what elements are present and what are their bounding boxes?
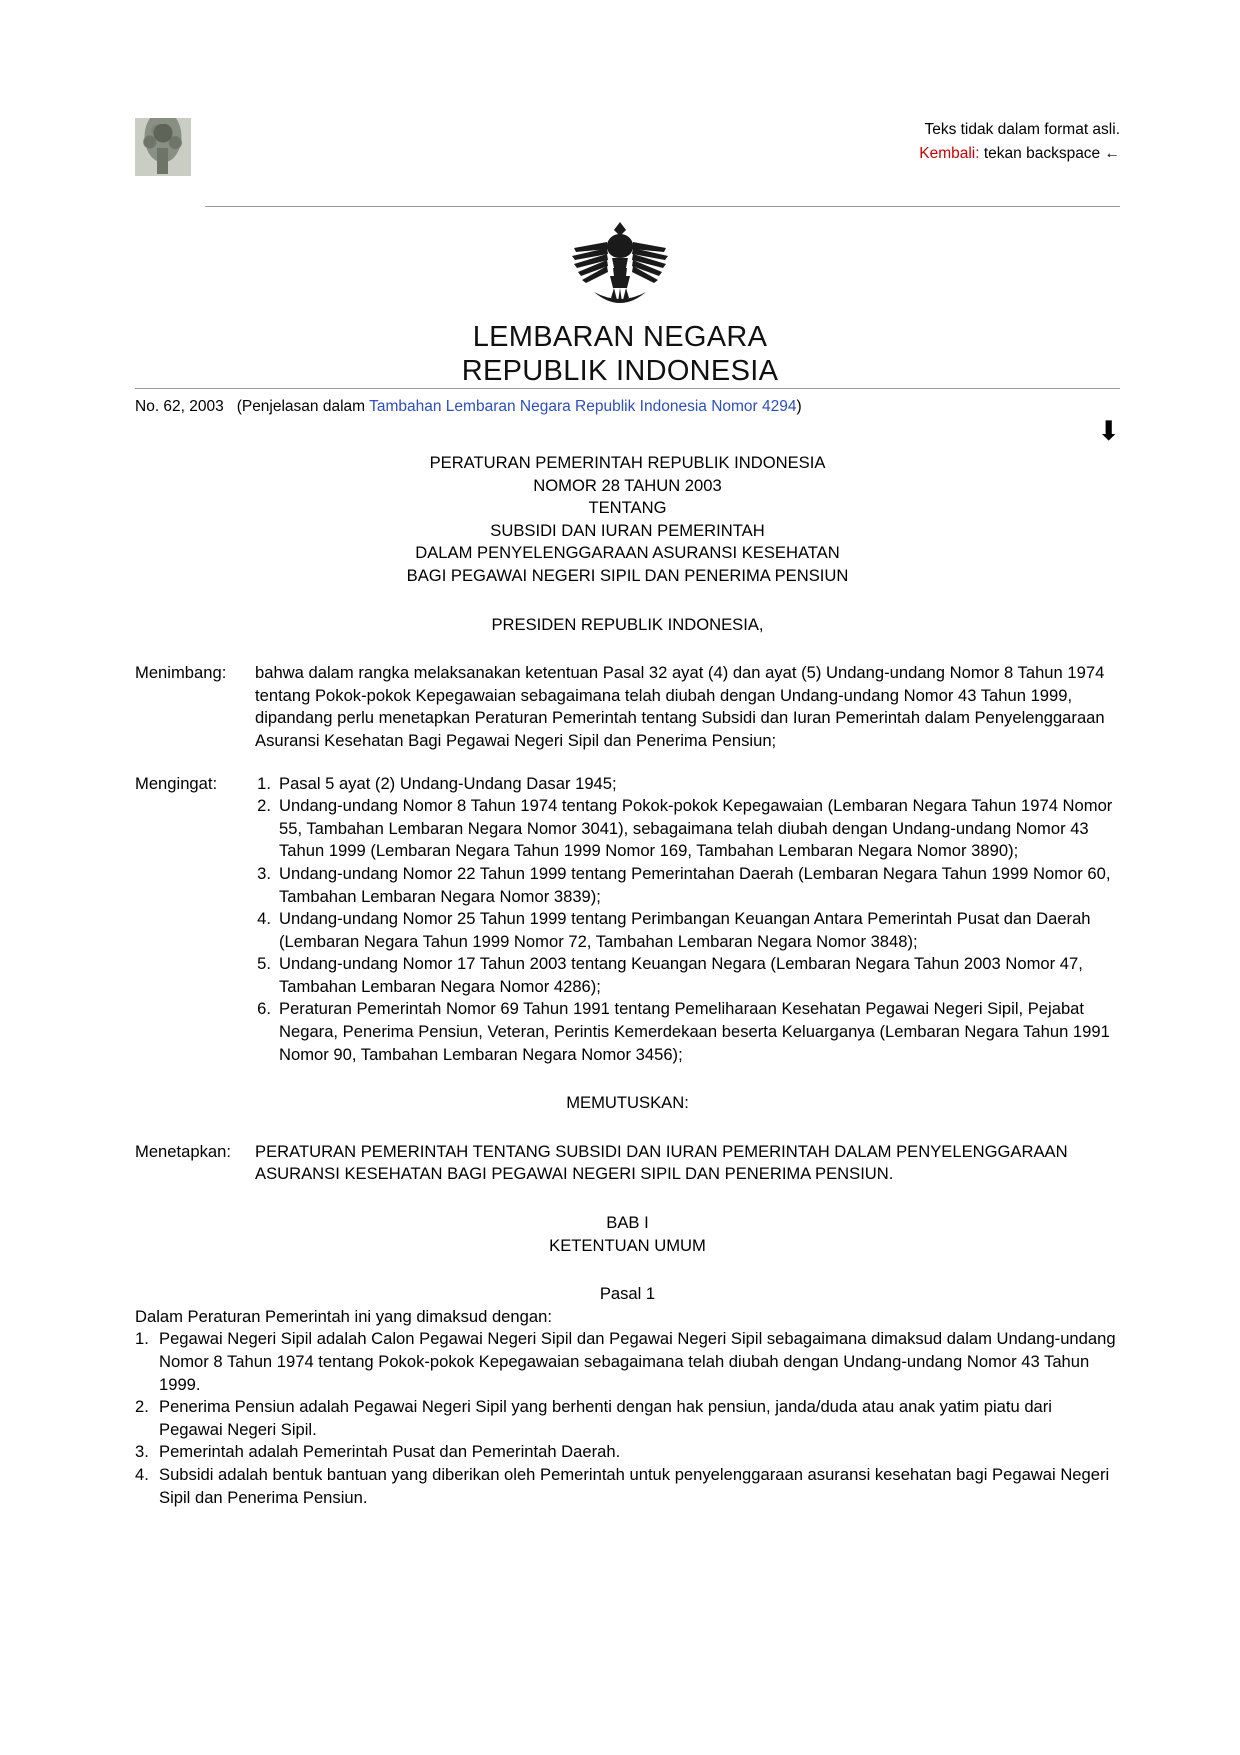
top-bar <box>135 118 1120 190</box>
explanation-link[interactable]: Tambahan Lembaran Negara Republik Indonesia Nomor 4294 <box>369 398 797 415</box>
list-item-text: Penerima Pensiun adalah Pegawai Negeri Sipil yang berhenti dengan hak pensiun, janda/duda atau anak yatim piatu dari Pegawai Negeri Sipil. <box>159 1397 1052 1439</box>
list-item-number: 4. <box>135 1464 149 1484</box>
explanation-prefix: (Penjelasan dalam <box>236 398 370 415</box>
explanation-suffix: ) <box>796 398 802 415</box>
viewer-note-line2 <box>919 142 1120 166</box>
list-item <box>247 795 1120 863</box>
top-divider <box>205 206 1120 207</box>
scroll-down-icon[interactable]: ⬇ <box>1097 416 1120 446</box>
list-item <box>135 1441 1120 1464</box>
list-item-number: 1. <box>135 1329 149 1349</box>
bab-line-2: KETENTUAN UMUM <box>549 1235 706 1255</box>
bab-line-1: BAB I <box>606 1213 649 1233</box>
list-item-number: 2. <box>257 796 271 816</box>
regulation-title <box>135 452 1120 588</box>
list-item <box>247 908 1120 953</box>
garuda-pancasila-icon <box>566 218 674 314</box>
masthead-divider <box>135 388 1120 389</box>
list-item-number: 3. <box>257 863 271 883</box>
list-item <box>247 953 1120 998</box>
regulation-title-line-1: NOMOR 28 TAHUN 2003 <box>533 475 722 495</box>
list-item-number: 2. <box>135 1397 149 1417</box>
list-item-text: Peraturan Pemerintah Nomor 69 Tahun 1991 tentang Pemeliharaan Kesehatan Pegawai Negeri Sipil, Pejabat Negara, Penerima Pensiun, Veteran, Perintis Kemerdekaan beserta Keluarganya (Lembaran Negara Tahun 1991 Nomor 90, Tambahan Lembaran Negara Nomor 3456); <box>279 999 1110 1064</box>
gazette-meta <box>135 396 802 418</box>
menimbang-label: Menimbang: <box>135 663 227 683</box>
list-item-number: 6. <box>257 999 271 1019</box>
list-item <box>247 773 1120 796</box>
list-item-text: Pasal 5 ayat (2) Undang-Undang Dasar 1945; <box>279 773 617 793</box>
mengingat-list <box>247 773 1120 1067</box>
president-line: PRESIDEN REPUBLIK INDONESIA, <box>491 614 764 634</box>
kembali-hint: tekan backspace ← <box>979 145 1120 162</box>
list-item-text: Pemerintah adalah Pemerintah Pusat dan Pemerintah Daerah. <box>159 1442 621 1462</box>
masthead-title <box>0 320 1240 388</box>
viewer-note <box>919 118 1120 166</box>
regulation-title-line-0: PERATURAN PEMERINTAH REPUBLIK INDONESIA <box>429 453 826 472</box>
list-item-number: 1. <box>257 773 271 793</box>
list-item-number: 3. <box>135 1442 149 1462</box>
memutuskan-heading: MEMUTUSKAN: <box>566 1093 689 1113</box>
gazette-number: No. 62, 2003 <box>135 398 224 415</box>
masthead-line-1: LEMBARAN NEGARA <box>472 321 768 353</box>
regulation-title-line-3: SUBSIDI DAN IURAN PEMERINTAH <box>490 520 765 540</box>
site-logo <box>135 118 197 180</box>
list-item-text: Undang-undang Nomor 8 Tahun 1974 tentang Pokok-pokok Kepegawaian (Lembaran Negara Tahun 1974 Nomor 55, Tambahan Lembaran Negara Nomor 3041), sebagaimana telah diubah dengan Undang-undang Nomor 43 Tahun 1999 (Lembaran Negara Tahun 1999 Nomor 169, Tambahan Lembaran Negara Nomor 3890); <box>279 796 1113 861</box>
list-item-text: Pegawai Negeri Sipil adalah Calon Pegawai Negeri Sipil dan Pegawai Negeri Sipil sebagaimana dimaksud dalam Undang-undang Nomor 8 Tahun 1974 tentang Pokok-pokok Kepegawaian sebagaimana telah diubah dengan Undang-undang Nomor 43 Tahun 1999. <box>159 1329 1116 1394</box>
mengingat-label: Mengingat: <box>135 773 218 793</box>
list-item <box>135 1396 1120 1441</box>
list-item <box>247 863 1120 908</box>
list-item <box>135 1328 1120 1396</box>
bab-heading <box>135 1212 1120 1257</box>
menimbang-text: bahwa dalam rangka melaksanakan ketentuan Pasal 32 ayat (4) dan ayat (5) Undang-undang Nomor 8 Tahun 1974 tentang Pokok-pokok Kepegawaian sebagaimana telah diubah dengan Undang-undang Nomor 43 Tahun 1999, dipandang perlu menetapkan Peraturan Pemerintah tentang Subsidi dan Iuran Pemerintah dalam Penyelenggaraan Asuransi Kesehatan Bagi Pegawai Negeri Sipil dan Penerima Pensiun; <box>255 663 1105 750</box>
list-item-text: Subsidi adalah bentuk bantuan yang diberikan oleh Pemerintah untuk penyelenggaraan asuransi kesehatan bagi Pegawai Negeri Sipil dan Penerima Pensiun. <box>159 1464 1110 1507</box>
list-item-text: Undang-undang Nomor 17 Tahun 2003 tentang Keuangan Negara (Lembaran Negara Tahun 2003 Nomor 47, Tambahan Lembaran Negara Nomor 4286); <box>279 954 1083 996</box>
list-item-number: 5. <box>257 954 271 974</box>
menetapkan-section <box>135 1141 1120 1186</box>
kembali-link[interactable]: Kembali: <box>919 145 980 162</box>
pasal-heading: Pasal 1 <box>599 1284 656 1304</box>
viewer-note-line1: Teks tidak dalam format asli. <box>924 121 1120 138</box>
menimbang-section <box>135 662 1120 752</box>
menetapkan-text: PERATURAN PEMERINTAH TENTANG SUBSIDI DAN IURAN PEMERINTAH DALAM PENYELENGGARAAN ASURANSI KESEHATAN BAGI PEGAWAI NEGERI SIPIL DAN PENERIMA PENSIUN. <box>255 1141 1068 1184</box>
document-body <box>135 452 1120 1509</box>
masthead-line-2: REPUBLIK INDONESIA <box>461 355 779 387</box>
pasal-definition-list <box>135 1328 1120 1509</box>
list-item <box>247 998 1120 1066</box>
regulation-title-line-5: BAGI PEGAWAI NEGERI SIPIL DAN PENERIMA PENSIUN <box>406 565 849 585</box>
regulation-title-line-4: DALAM PENYELENGGARAAN ASURANSI KESEHATAN <box>415 543 840 563</box>
regulation-title-line-2: TENTANG <box>588 498 667 518</box>
pasal-intro: Dalam Peraturan Pemerintah ini yang dimaksud dengan: <box>135 1306 552 1326</box>
list-item-text: Undang-undang Nomor 22 Tahun 1999 tentang Pemerintahan Daerah (Lembaran Negara Tahun 1999 Nomor 60, Tambahan Lembaran Negara Nomor 3839); <box>279 863 1111 906</box>
list-item-number: 4. <box>257 909 271 929</box>
list-item-text: Undang-undang Nomor 25 Tahun 1999 tentang Perimbangan Keuangan Antara Pemerintah Pusat dan Daerah (Lembaran Negara Tahun 1999 Nomor 72, Tambahan Lembaran Negara Nomor 3848); <box>279 909 1091 951</box>
masthead <box>0 218 1240 388</box>
menetapkan-label: Menetapkan: <box>135 1141 231 1161</box>
mengingat-section <box>135 773 1120 1067</box>
tree-logo-icon <box>135 118 191 176</box>
list-item <box>135 1464 1120 1509</box>
mengingat-list-wrap <box>247 773 1120 1067</box>
